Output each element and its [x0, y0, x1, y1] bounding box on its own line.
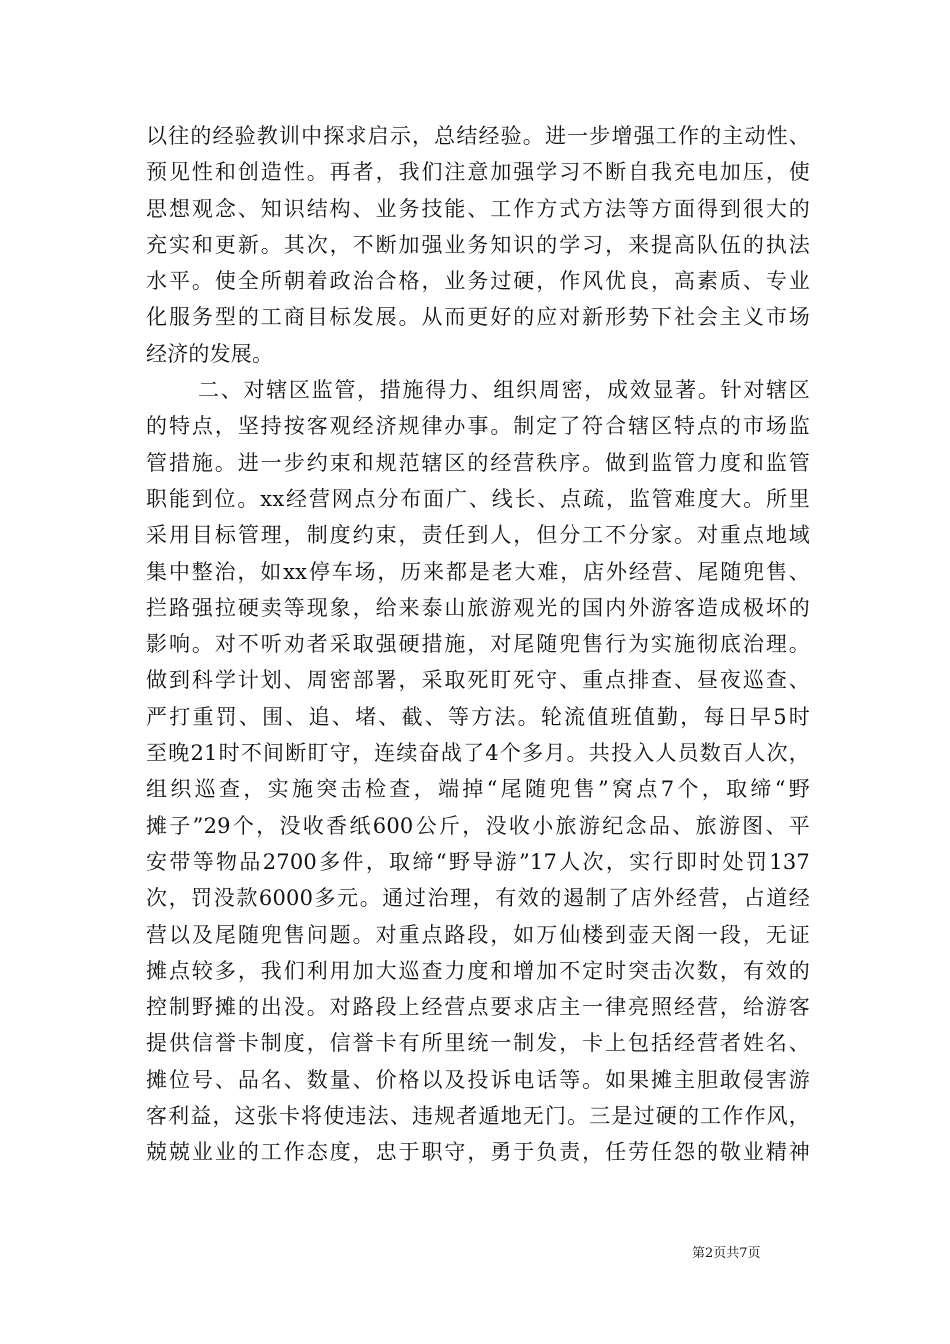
text-line: 管措施。进一步约束和规范辖区的经营秩序。做到监管力度和监管 [146, 450, 810, 475]
text-line: 影响。对不听劝者采取强硬措施，对尾随兜售行为实施彻底治理。 [146, 632, 810, 657]
text-line: 采用目标管理，制度约束，责任到人，但分工不分家。对重点地域 [146, 523, 810, 548]
text-line: 安带等物品2700多件，取缔“野导游”17人次，实行即时处罚137 [146, 849, 810, 874]
text-line: 做到科学计划、周密部署，采取死盯死守、重点排查、昼夜巡查、 [146, 668, 810, 693]
text-line: 营以及尾随兜售问题。对重点路段，如万仙楼到壶天阁一段，无证 [146, 922, 810, 947]
text-line: 充实和更新。其次，不断加强业务知识的学习，来提高队伍的执法 [146, 232, 810, 257]
text-line: 预见性和创造性。再者，我们注意加强学习不断自我充电加压，使 [146, 160, 810, 185]
text-line: 化服务型的工商目标发展。从而更好的应对新形势下社会主义市场 [146, 305, 810, 330]
text-line: 控制野摊的出没。对路段上经营点要求店主一律亮照经营，给游客 [146, 995, 810, 1020]
text-line: 拦路强拉硬卖等现象，给来泰山旅游观光的国内外游客造成极坏的 [146, 595, 810, 620]
text-line: 思想观念、知识结构、业务技能、工作方式方法等方面得到很大的 [146, 196, 810, 221]
text-line: 摊子”29个，没收香纸600公斤，没收小旅游纪念品、旅游图、平 [146, 813, 810, 838]
text-line: 至晚21时不间断盯守，连续奋战了4个多月。共投入人员数百人次， [146, 741, 810, 766]
text-line: 的特点，坚持按客观经济规律办事。制定了符合辖区特点的市场监 [146, 414, 810, 439]
text-line: 严打重罚、围、追、堵、截、等方法。轮流值班值勤，每日早5时 [146, 704, 810, 729]
text-line: 经济的发展。 [146, 341, 274, 366]
text-line: 集中整治，如xx停车场，历来都是老大难，店外经营、尾随兜售、 [146, 559, 810, 584]
text-line: 职能到位。xx经营网点分布面广、线长、点疏，监管难度大。所里 [146, 486, 810, 511]
page-indicator: 第2页共7页 [692, 1246, 761, 1261]
text-line: 提供信誉卡制度，信誉卡有所里统一制发，卡上包括经营者姓名、 [146, 1031, 810, 1056]
text-line: 以往的经验教训中探求启示，总结经验。进一步增强工作的主动性、 [146, 124, 810, 148]
text-line: 摊位号、品名、数量、价格以及投诉电话等。如果摊主胆敢侵害游 [146, 1067, 810, 1092]
text-line: 次，罚没款6000多元。通过治理，有效的遏制了店外经营，占道经 [146, 886, 810, 911]
text-line: 组织巡查，实施突击检查，端掉“尾随兜售”窝点7个，取缔“野 [146, 777, 810, 802]
text-line: 水平。使全所朝着政治合格，业务过硬，作风优良，高素质、专业 [146, 269, 810, 294]
body-text [146, 118, 810, 1171]
text-line: 兢兢业业的工作态度，忠于职守，勇于负责，任劳任怨的敬业精神 [146, 1140, 810, 1165]
text-line: 客利益，这张卡将使违法、违规者遁地无门。三是过硬的工作作风， [146, 1104, 810, 1129]
text-line: 二、对辖区监管，措施得力、组织周密，成效显著。针对辖区 [198, 378, 810, 403]
text-line: 摊点较多，我们利用加大巡查力度和增加不定时突击次数，有效的 [146, 958, 810, 983]
